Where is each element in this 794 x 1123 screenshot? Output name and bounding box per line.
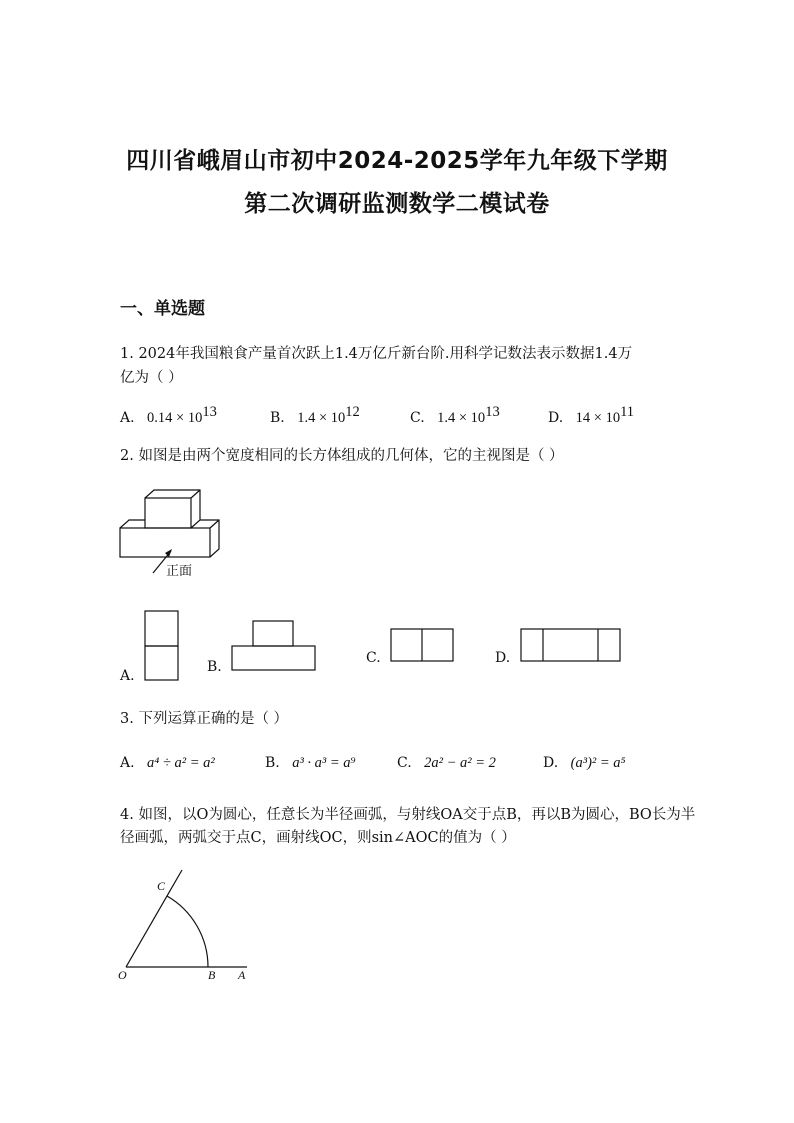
- point-a-label: A: [238, 968, 246, 982]
- page-title-line1: 四川省峨眉山市初中2024-2025学年九年级下学期: [126, 148, 668, 174]
- question-2-text: 2. 如图是由两个宽度相同的长方体组成的几何体，它的主视图是（ ）: [120, 448, 564, 464]
- q2-option-d-label: D.: [495, 650, 511, 666]
- question-4-line2: 径画弧，两弧交于点C，画射线OC，则sin∠AOC的值为（ ）: [120, 830, 516, 846]
- q2-option-c-figure[interactable]: [390, 628, 456, 664]
- point-o-label: O: [118, 968, 127, 982]
- q3-option-b[interactable]: B. a³ · a³ = a⁹: [265, 755, 356, 771]
- question-1-line1: 1. 2024年我国粮食产量首次跃上1.4万亿斤新台阶.用科学记数法表示数据1.4万: [120, 346, 633, 362]
- q1-option-d[interactable]: D. $14 \times 10^{11}$: [548, 404, 635, 426]
- arc-bc: [167, 896, 208, 967]
- q2-option-a-figure[interactable]: [144, 610, 180, 682]
- question-4-line1: 4. 如图，以O为圆心，任意长为半径画弧，与射线OA交于点B，再以B为圆心，BO长为半: [120, 807, 696, 823]
- ray-oc: [126, 870, 182, 967]
- q2-option-c-label: C.: [366, 650, 381, 666]
- question-1-line2: 亿为（ ）: [120, 370, 183, 386]
- top-box-depth: [145, 490, 200, 528]
- point-b-label: B: [208, 968, 216, 982]
- top-box-front: [145, 498, 191, 528]
- q2-option-b-figure[interactable]: [230, 620, 318, 672]
- q4-construction-figure: [112, 868, 257, 986]
- section-heading: 一、单选题: [120, 299, 205, 319]
- q3-option-a[interactable]: A. a⁴ ÷ a² = a²: [120, 755, 215, 771]
- q1-option-c[interactable]: C. $1.4 \times 10^{13}$: [410, 404, 500, 426]
- q2-option-a-label: A.: [120, 668, 135, 684]
- question-3-text: 3. 下列运算正确的是（ ）: [120, 711, 289, 727]
- q2-solid-figure: [110, 485, 240, 585]
- page-title-line2: 第二次调研监测数学二模试卷: [244, 191, 550, 217]
- q2-option-b-label: B.: [207, 659, 222, 675]
- q3-option-c[interactable]: C. 2a² − a² = 2: [397, 755, 496, 771]
- q2-option-d-figure[interactable]: [520, 628, 623, 664]
- front-label: 正面: [166, 563, 193, 578]
- point-c-label: C: [157, 879, 166, 893]
- q3-option-d[interactable]: D. (a³)² = a⁵: [543, 755, 626, 771]
- bottom-box-front: [120, 528, 210, 557]
- q1-option-a[interactable]: A. $0.14 \times 10^{13}$: [120, 404, 217, 426]
- q1-option-b[interactable]: B. $1.4 \times 10^{12}$: [270, 404, 360, 426]
